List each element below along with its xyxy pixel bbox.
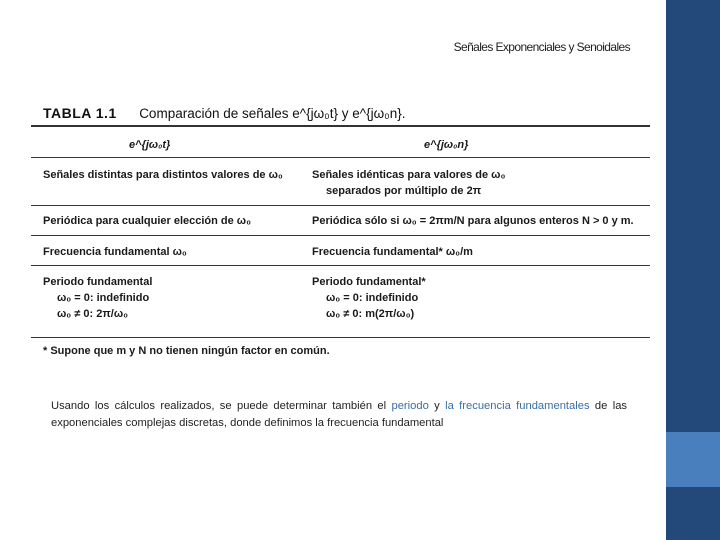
table-rule-row2 [31,235,650,236]
row4-right-line1: Periodo fundamental* [312,276,426,288]
table-footnote: * Supone que m y N no tienen ningún factor en común. [43,345,330,357]
table-rule-row1 [31,205,650,206]
table-rule-header [31,157,650,158]
comparison-table [31,101,658,360]
slide-title: Señales Exponenciales y Senoidales [453,40,630,54]
table-title: Comparación de señales e^{jω₀t} y e^{jω₀n}. [139,106,406,121]
row2-left: Periódica para cualquier elección de ω₀ [43,215,252,227]
sidebar-accent-light [666,432,720,487]
body-text-mid: y [428,400,446,412]
header-discrete: e^{jω₀n} [424,139,469,151]
row1-left: Señales distintas para distintos valores de ω₀ [43,169,283,181]
table-caption [43,105,406,123]
body-highlight-frecuencia: la frecuencia fundamentales [445,400,590,412]
row1-right-line2: separados por múltiplo de 2π [326,185,482,197]
row4-left-line2: ω₀ = 0: indefinido [57,292,150,304]
body-highlight-periodo: periodo [391,400,429,412]
body-text-after: de las exponenciales complejas discretas, donde definimos la frecuencia fundamental [51,400,628,429]
table-rule-top [31,125,650,127]
row4-left-line3: ω₀ ≠ 0: 2π/ω₀ [57,308,129,320]
table-number: TABLA 1.1 [43,105,117,121]
header-continuous: e^{jω₀t} [129,139,171,151]
row3-right: Frecuencia fundamental* ω₀/m [312,246,473,258]
row4-right-line3: ω₀ ≠ 0: m(2π/ω₀) [326,308,415,320]
row3-left: Frecuencia fundamental ω₀ [43,246,187,258]
row4-left-line1: Periodo fundamental [43,276,153,288]
table-rule-row3 [31,265,650,266]
row4-right-line2: ω₀ = 0: indefinido [326,292,419,304]
row2-right: Periódica sólo si ω₀ = 2πm/N para algunos enteros N > 0 y m. [312,215,634,227]
body-text-before: Usando los cálculos realizados, se puede determinar también el [51,400,392,412]
body-paragraph [51,398,627,432]
table-rule-bottom [31,337,650,338]
row1-right-line1: Señales idénticas para valores de ω₀ [312,169,506,181]
